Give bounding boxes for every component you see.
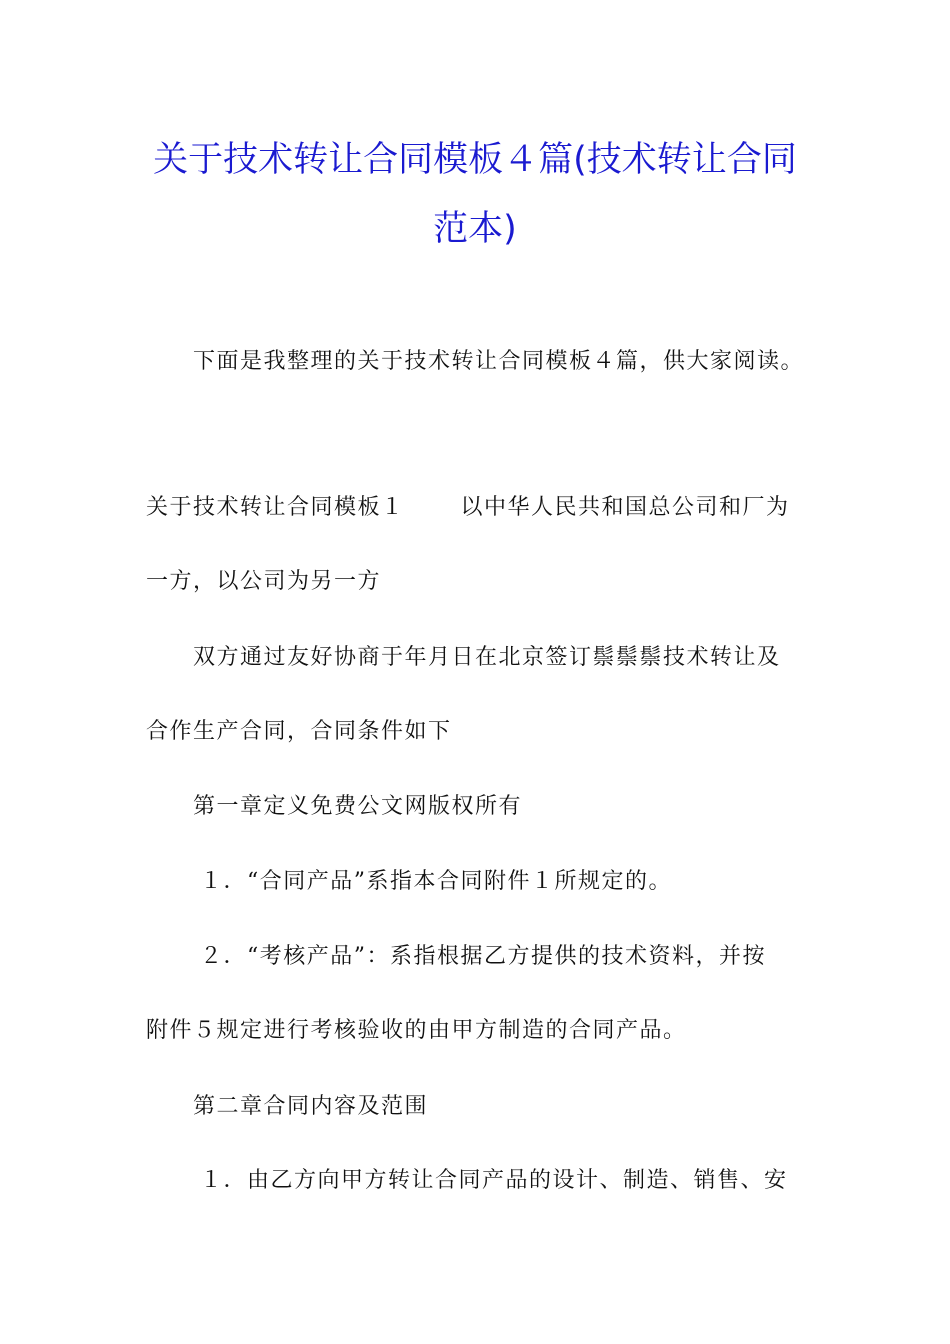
section-1-first-line bbox=[146, 493, 790, 523]
paragraph-2-line-1: 双方通过友好协商于年月日在北京签订鬃鬃鬃技术转让及 bbox=[193, 645, 781, 670]
chapter-1-item-1: １．“合同产品”系指本合同附件１所规定的。 bbox=[200, 869, 672, 894]
section-1-line-2: 一方，以公司为另一方 bbox=[146, 569, 382, 594]
section-1-heading: 关于技术转让合同模板１ bbox=[146, 495, 405, 520]
document-title-line-1: 关于技术转让合同模板４篇(技术转让合同 bbox=[153, 140, 797, 180]
intro-paragraph: 下面是我整理的关于技术转让合同模板４篇，供大家阅读。 bbox=[193, 349, 805, 374]
chapter-1-heading: 第一章定义免费公文网版权所有 bbox=[193, 794, 523, 819]
chapter-1-item-2-line-2: 附件５规定进行考核验收的由甲方制造的合同产品。 bbox=[146, 1018, 687, 1043]
chapter-2-heading: 第二章合同内容及范围 bbox=[193, 1094, 429, 1119]
paragraph-2-line-2: 合作生产合同，合同条件如下 bbox=[146, 719, 452, 744]
chapter-1-item-2-line-1: ２．“考核产品”：系指根据乙方提供的技术资料，并按 bbox=[200, 944, 766, 969]
chapter-2-item-1: １．由乙方向甲方转让合同产品的设计、制造、销售、安 bbox=[200, 1168, 788, 1193]
document-title-line-2: 范本) bbox=[433, 209, 517, 249]
section-1-line-1-text: 以中华人民共和国总公司和厂为 bbox=[460, 495, 790, 520]
